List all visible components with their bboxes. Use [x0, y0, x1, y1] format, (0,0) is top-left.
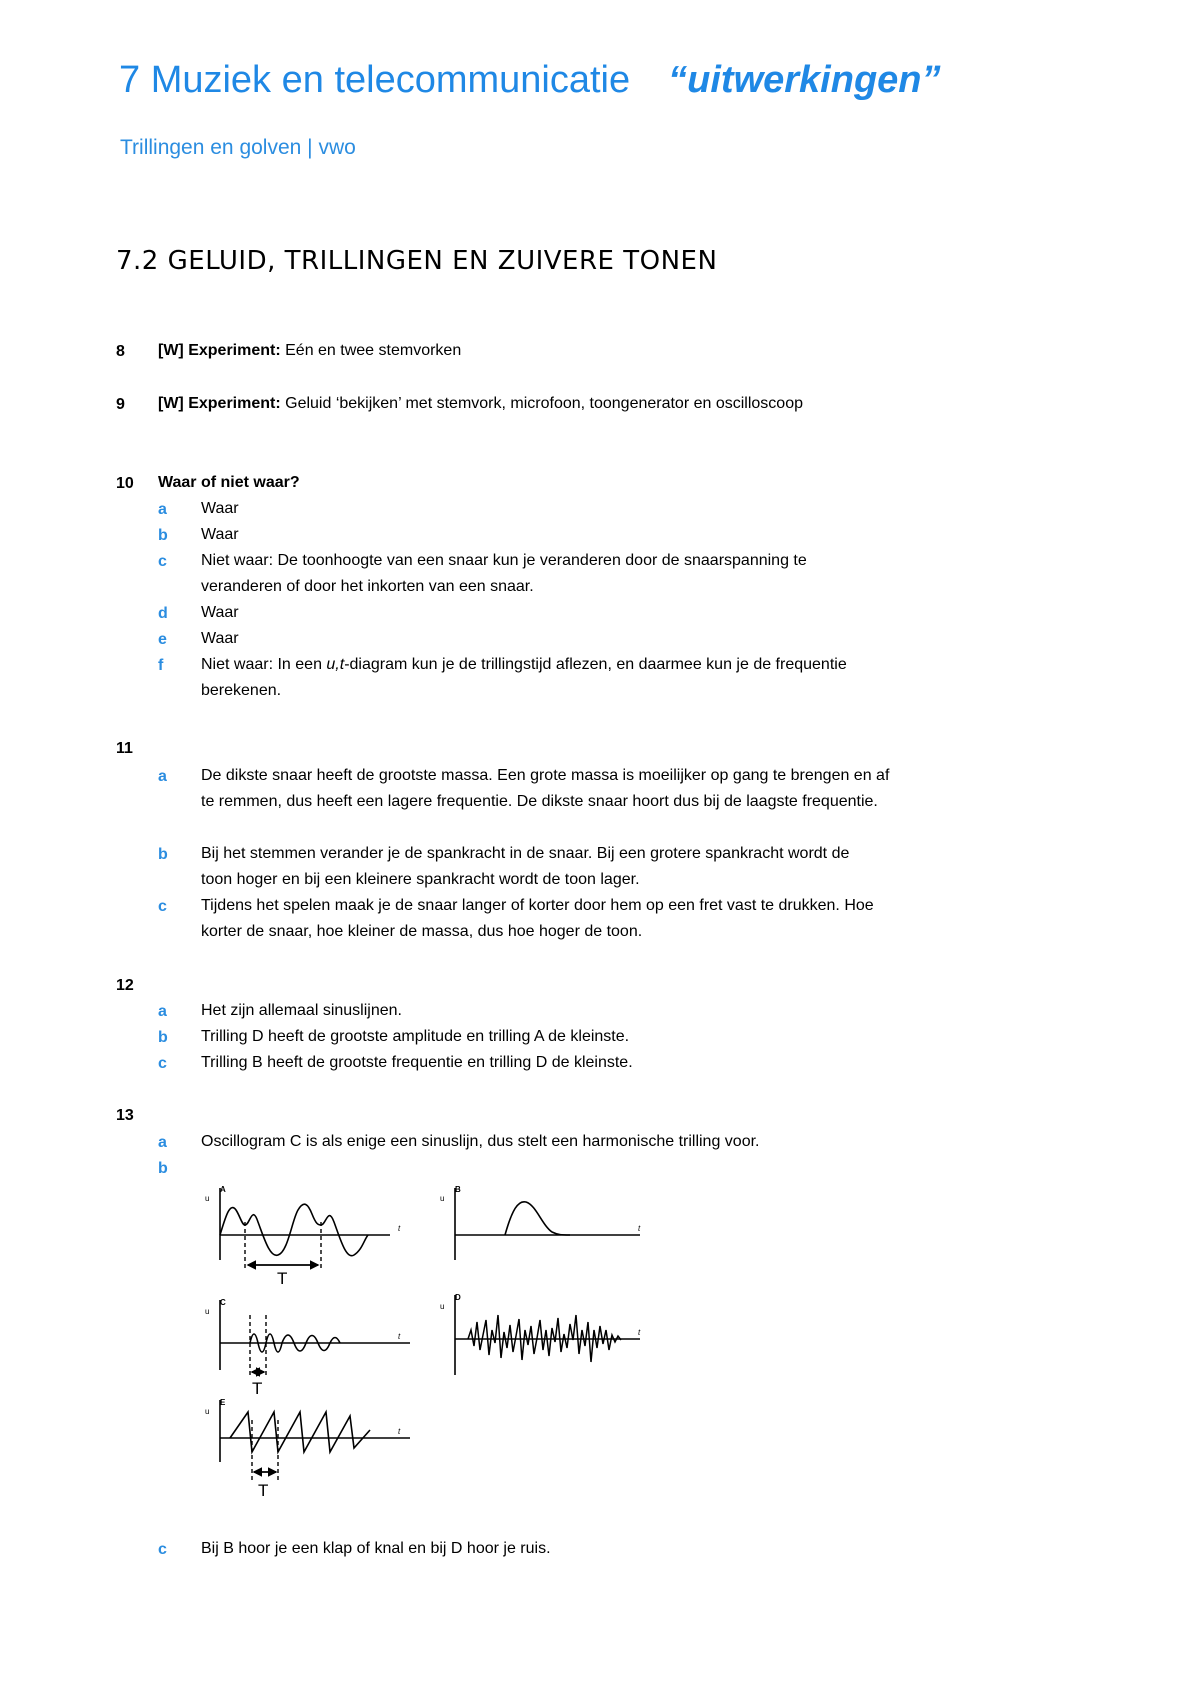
answer-text: De dikste snaar heeft de grootste massa. Een grote massa is moeilijker op gang te brengen en af te remmen, dus heeft een lagere frequentie. De dikste snaar hoort dus bij de laagste frequentie. — [201, 767, 890, 810]
question-body: Eén en twee stemvorken — [280, 342, 462, 359]
oscillogram-panel-d — [440, 1293, 641, 1375]
title-emphasis: “uitwerkingen” — [668, 59, 941, 101]
axis-label-y: u — [205, 1407, 210, 1416]
answer-prefix: Niet waar: — [201, 656, 274, 673]
answer-label: b — [158, 1160, 168, 1177]
period-label: T — [258, 1481, 269, 1500]
question-number: 10 — [116, 475, 134, 492]
answer-label: e — [158, 631, 167, 648]
answer-text: Bij het stemmen verander je de spankracht in de snaar. Bij een grotere spankracht wordt de toon hoger en bij een kleinere spankracht wordt de toon lager. — [201, 845, 850, 888]
answer-label: b — [158, 527, 168, 544]
question-number: 12 — [116, 977, 134, 994]
answer-body: -diagram kun je de trillingstijd aflezen, en daarmee kun je de frequentie berekenen. — [201, 656, 847, 699]
answer-text — [201, 652, 881, 704]
period-label: T — [277, 1269, 288, 1288]
answer-text: Waar — [201, 526, 239, 543]
period-label: T — [252, 1379, 263, 1398]
axis-label-x: t — [398, 1332, 401, 1341]
question-number: 9 — [116, 396, 125, 413]
oscillogram-panel-a — [205, 1185, 401, 1288]
answer-prefix: Niet waar: — [201, 552, 274, 569]
answer-body: In een — [273, 656, 327, 673]
axis-label-x: t — [638, 1328, 641, 1337]
question-heading: Waar of niet waar? — [158, 474, 300, 491]
answer-label: d — [158, 605, 168, 622]
answer-label: b — [158, 846, 168, 863]
panel-label: B — [455, 1185, 461, 1194]
answer-label: a — [158, 501, 167, 518]
axis-label-y: u — [205, 1194, 210, 1203]
axis-label-y: u — [440, 1302, 445, 1311]
panel-label: C — [220, 1298, 226, 1307]
question-number: 8 — [116, 343, 125, 360]
oscillogram-figure — [200, 1180, 660, 1500]
answer-variable: u,t — [326, 656, 345, 673]
answer-label: c — [158, 1055, 167, 1072]
axis-label-x: t — [638, 1224, 641, 1233]
answer-text: Waar — [201, 500, 239, 517]
section-heading: 7.2 GELUID, TRILLINGEN EN ZUIVERE TONEN — [116, 246, 718, 276]
oscillogram-panel-b — [440, 1185, 641, 1260]
question-body: Geluid ‘bekijken’ met stemvork, microfoon, toongenerator en oscilloscoop — [280, 395, 803, 412]
answer-text: Trilling B heeft de grootste frequentie en trilling D de kleinste. — [201, 1054, 633, 1071]
axis-label-y: u — [440, 1194, 445, 1203]
answer-text: Trilling D heeft de grootste amplitude en trilling A de kleinste. — [201, 1028, 630, 1045]
answer-text: Tijdens het spelen maak je de snaar langer of korter door hem op een fret vast te drukken. Hoe korter de snaar, hoe kleiner de massa, dus hoe hoger de toon. — [201, 897, 874, 940]
page-title — [119, 58, 941, 104]
question-text — [158, 338, 878, 364]
question-prefix: [W] Experiment: — [158, 342, 281, 359]
axis-label-y: u — [205, 1307, 210, 1316]
question-number: 13 — [116, 1107, 134, 1124]
page-subtitle: Trillingen en golven | vwo — [120, 136, 356, 159]
answer-label: a — [158, 768, 167, 785]
answer-label: b — [158, 1029, 168, 1046]
answer-text: Waar — [201, 604, 239, 621]
answer-label: a — [158, 1134, 167, 1151]
question-text — [158, 391, 878, 417]
answer-text: Oscillogram C is als enige een sinuslijn, dus stelt een harmonische trilling voor. — [201, 1133, 760, 1150]
answer-body: De toonhoogte van een snaar kun je veranderen door de snaarspanning te veranderen of door het inkorten van een snaar. — [201, 552, 807, 595]
question-number: 11 — [116, 740, 133, 757]
answer-text: Het zijn allemaal sinuslijnen. — [201, 1002, 402, 1019]
answer-text: Bij B hoor je een klap of knal en bij D hoor je ruis. — [201, 1540, 551, 1557]
answer-label: c — [158, 898, 167, 915]
answer-label: c — [158, 553, 167, 570]
question-prefix: [W] Experiment: — [158, 395, 281, 412]
axis-label-x: t — [398, 1224, 401, 1233]
oscillogram-panel-c — [205, 1298, 410, 1398]
axis-label-x: t — [398, 1427, 401, 1436]
answer-text — [201, 548, 881, 600]
answer-label: f — [158, 657, 164, 674]
panel-label: A — [220, 1185, 226, 1194]
title-main: 7 Muziek en telecommunicatie — [119, 59, 631, 101]
panel-label: D — [455, 1293, 461, 1302]
answer-label: c — [158, 1541, 167, 1558]
answer-text: Waar — [201, 630, 239, 647]
answer-label: a — [158, 1003, 167, 1020]
panel-label: E — [220, 1398, 226, 1407]
oscillogram-panel-e — [205, 1398, 410, 1500]
